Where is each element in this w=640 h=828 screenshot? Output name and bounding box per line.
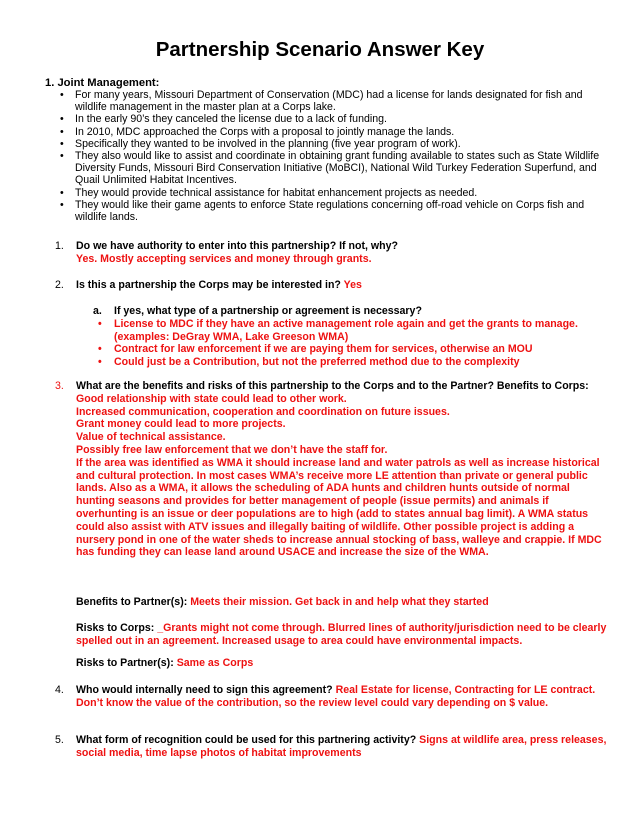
- answer-text: Good relationship with state could lead to other work.: [76, 392, 347, 405]
- answer-line: Grant money could lead to more projects.: [76, 418, 286, 431]
- benefits-partner-text: Meets their mission. Get back in and help what they started: [190, 596, 489, 608]
- scenario-bullet-list: [60, 89, 605, 223]
- question-number: 2.: [55, 279, 64, 291]
- question-number: 5.: [55, 734, 64, 746]
- section-heading: 1. Joint Management:: [45, 77, 160, 89]
- question-2: [55, 279, 610, 292]
- risks-partner-text: Same as Corps: [176, 657, 254, 669]
- list-item: • Contract for law enforcement if we are paying them for services, otherwise an MOU: [93, 343, 613, 356]
- risks-partner-label: Risks to Partner(s):: [76, 657, 174, 669]
- question-text: Who would internally need to sign this agreement?: [76, 684, 333, 696]
- list-item: • Specifically they wanted to be involved in the planning (five year program of work).: [60, 138, 605, 150]
- question-text: What are the benefits and risks of this partnership to the Corps and to the Partner? Benefits to Corps:: [76, 380, 589, 392]
- answer-text: Yes: [343, 279, 362, 291]
- sub-question-label: a.: [93, 305, 102, 317]
- list-item: • License to MDC if they have an active management role again and get the grants to manage. (examples: DeGray WMA, Lake Greeson WMA): [93, 318, 613, 344]
- question-number: 1.: [55, 240, 64, 252]
- answer-text: Real Estate for license, Contracting for LE contract. Don’t know the value of the contribution, so the review level could vary depending on $ value.: [76, 684, 596, 709]
- answer-text: Signs at wildlife area, press releases, social media, time lapse photos of habitat improvements: [76, 734, 607, 759]
- risks-corps-label: Risks to Corps:: [76, 622, 155, 634]
- question-5: [55, 734, 610, 760]
- page-title: Partnership Scenario Answer Key: [155, 38, 485, 61]
- risks-corps-text: _Grants might not come through. Blurred lines of authority/jurisdiction need to be clearly spelled out in an agreement. Increased usage to area could have environmental impacts.: [76, 622, 607, 647]
- list-item: • They would provide technical assistance for habitat enhancement projects as needed.: [60, 187, 605, 199]
- question-2a: [93, 305, 613, 369]
- list-item: • They would like their game agents to enforce State regulations concerning off-road vehicle on Corps fish and wildlife lands.: [60, 199, 605, 223]
- answer-line: Increased communication, cooperation and coordination on future issues.: [76, 405, 450, 418]
- list-item: • For many years, Missouri Department of Conservation (MDC) had a license for lands designated for fish and wildlife management in the master plan at a Corps lake.: [60, 89, 605, 113]
- question-3: [55, 380, 610, 559]
- question-text: Is this a partnership the Corps may be interested in?: [76, 279, 341, 291]
- answer-line: Possibly free law enforcement that we don’t have the staff for.: [76, 443, 388, 456]
- benefits-to-partner: [76, 596, 616, 609]
- answer-paragraph: If the area was identified as WMA it should increase land and water patrols as well as increase historical and cultural protection. In most cases WMA’s receive more LE attention than private or general public lands. Also as a WMA, it allows the scheduling of ADA hunts and children hunts outside of normal hunting seasons and provides for better management of people (issue permits) and animals if overhunting is an issue or deer populations are to high (add to states annual bag limit). A WMA status could also assist with ATV issues and illegally baiting of wildlife. Other possible project is adding a nursery pond in one of the water sheds to increase annual stocking of bass, walleye and crappie. If MDC has funding they can lease land around USACE and increase the size of the WMA.: [76, 456, 602, 559]
- question-4: [55, 684, 610, 710]
- question-text: Do we have authority to enter into this partnership? If not, why?: [76, 240, 398, 252]
- question-number: 4.: [55, 684, 64, 696]
- sub-answer-list: [93, 318, 613, 369]
- answer-text: Yes. Mostly accepting services and money through grants.: [76, 252, 372, 265]
- list-item: • Could just be a Contribution, but not the preferred method due to the complexity: [93, 356, 613, 369]
- answer-line: Value of technical assistance.: [76, 431, 226, 444]
- list-item: • They also would like to assist and coordinate in obtaining grant funding available to states such as State Wildlife Diversity Funds, Missouri Bird Conservation Initiative (MoBCI), National Wild Turkey Federation Superfund, and Quail Unlimited Habitat Incentives.: [60, 150, 605, 187]
- sub-question-text: If yes, what type of a partnership or agreement is necessary?: [114, 305, 422, 317]
- question-1: [55, 240, 610, 266]
- list-item: • In 2010, MDC approached the Corps with a proposal to jointly manage the lands.: [60, 126, 605, 138]
- list-item: • In the early 90’s they canceled the license due to a lack of funding.: [60, 113, 605, 125]
- question-text: What form of recognition could be used for this partnering activity?: [76, 734, 417, 746]
- question-number: 3.: [55, 380, 64, 392]
- benefits-partner-label: Benefits to Partner(s):: [76, 596, 188, 608]
- risks-to-corps: [76, 622, 616, 648]
- risks-to-partner: [76, 657, 616, 670]
